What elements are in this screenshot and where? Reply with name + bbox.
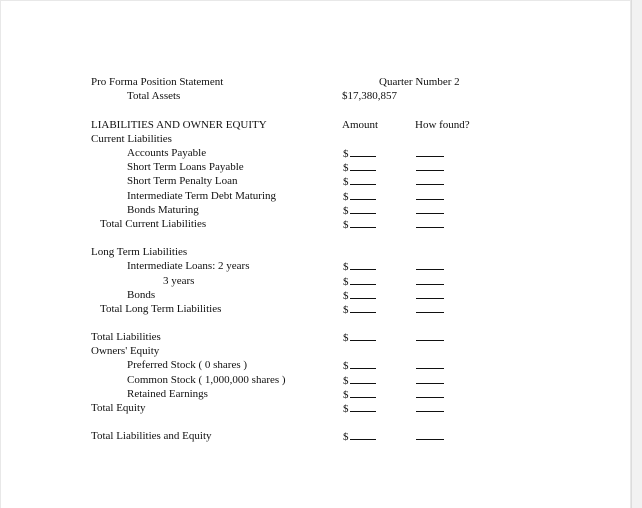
- total-liabilities: Total Liabilities: [91, 331, 161, 343]
- how-found-blank: [416, 190, 444, 200]
- how-found-blank: [416, 289, 444, 299]
- line-label: Bonds Maturing: [127, 204, 199, 216]
- amount-blank: $: [343, 275, 376, 288]
- amount-blank: $: [343, 402, 376, 415]
- amount-blank: $: [343, 161, 376, 174]
- amount-blank: $: [343, 388, 376, 401]
- how-found-blank: [416, 388, 444, 398]
- amount-blank: $: [343, 303, 376, 316]
- total-assets-label: Total Assets: [127, 90, 181, 102]
- line-label: Short Term Loans Payable: [127, 161, 244, 173]
- line-label: Common Stock ( 1,000,000 shares ): [127, 374, 286, 386]
- amount-blank: $: [343, 147, 376, 160]
- amount-blank: $: [343, 218, 376, 231]
- current-liabilities-heading: Current Liabilities: [91, 133, 172, 145]
- amount-blank: $: [343, 190, 376, 203]
- quarter-label: Quarter Number 2: [379, 76, 460, 88]
- section-title: LIABILITIES AND OWNER EQUITY: [91, 119, 267, 131]
- total-assets-value: $17,380,857: [342, 90, 397, 102]
- amount-blank: $: [343, 374, 376, 387]
- line-label: 3 years: [163, 275, 195, 287]
- how-found-blank: [416, 430, 444, 440]
- how-found-blank: [416, 275, 444, 285]
- how-found-blank: [416, 402, 444, 412]
- how-found-blank: [416, 147, 444, 157]
- total-equity: Total Equity: [91, 402, 146, 414]
- amount-blank: $: [343, 204, 376, 217]
- amount-blank: $: [343, 430, 376, 443]
- how-found-column-header: How found?: [415, 119, 470, 131]
- how-found-blank: [416, 161, 444, 171]
- how-found-blank: [416, 175, 444, 185]
- amount-column-header: Amount: [342, 119, 379, 131]
- how-found-blank: [416, 218, 444, 228]
- amount-blank: $: [343, 331, 376, 344]
- owners-equity-heading: Owners' Equity: [91, 345, 160, 357]
- total-current-liabilities: Total Current Liabilities: [100, 218, 207, 230]
- amount-blank: $: [343, 359, 376, 372]
- document-page: [1, 1, 630, 508]
- how-found-blank: [416, 374, 444, 384]
- how-found-blank: [416, 359, 444, 369]
- how-found-blank: [416, 204, 444, 214]
- how-found-blank: [416, 303, 444, 313]
- amount-blank: $: [343, 260, 376, 273]
- how-found-blank: [416, 260, 444, 270]
- line-label: Intermediate Loans: 2 years: [127, 260, 250, 272]
- long-term-liabilities-heading: Long Term Liabilities: [91, 246, 188, 258]
- total-long-term-liabilities: Total Long Term Liabilities: [100, 303, 222, 315]
- how-found-blank: [416, 331, 444, 341]
- line-label: Retained Earnings: [127, 388, 208, 400]
- line-label: Bonds: [127, 289, 156, 301]
- line-label: Preferred Stock ( 0 shares ): [127, 359, 248, 371]
- amount-blank: $: [343, 175, 376, 188]
- line-label: Accounts Payable: [127, 147, 207, 159]
- statement-title: Pro Forma Position Statement: [91, 76, 224, 88]
- amount-blank: $: [343, 289, 376, 302]
- line-label: Short Term Penalty Loan: [127, 175, 238, 187]
- vertical-scrollbar[interactable]: [631, 0, 642, 508]
- total-liabilities-and-equity: Total Liabilities and Equity: [91, 430, 212, 442]
- line-label: Intermediate Term Debt Maturing: [127, 190, 277, 202]
